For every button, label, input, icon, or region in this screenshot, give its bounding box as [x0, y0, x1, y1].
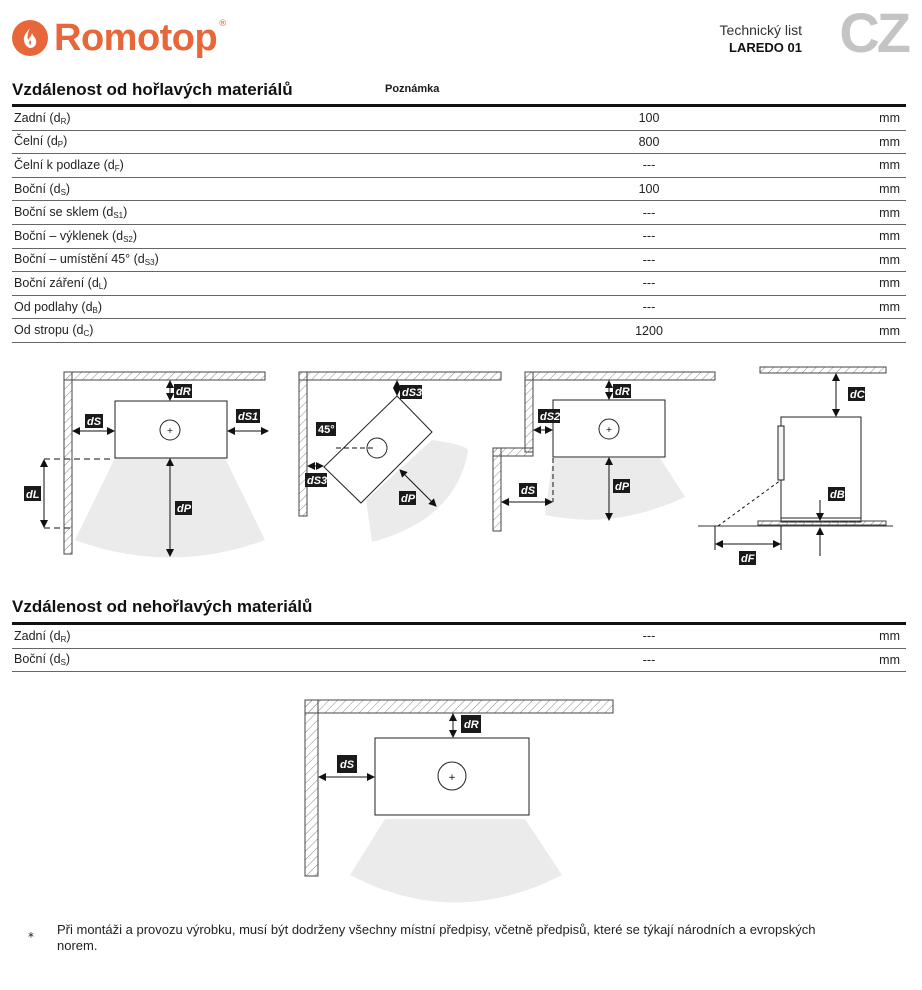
table-row — [12, 154, 906, 178]
label-dR: dR — [176, 386, 191, 398]
table-row — [12, 178, 906, 202]
row-unit: mm — [879, 134, 900, 149]
row-label: Zadní $(d_R)$ — [14, 628, 71, 644]
table-row — [12, 272, 906, 296]
combustible-table — [12, 104, 906, 343]
row-label: Boční se sklem $(d_{S1})$ — [14, 205, 128, 221]
label-dP-3: dP — [615, 481, 630, 493]
label-dL: dL — [26, 489, 40, 501]
svg-text:+: + — [448, 773, 456, 783]
row-label: Od podlahy $(d_B)$ — [14, 299, 103, 315]
row-label: Boční – umístění 45° $(d_{S3})$ — [14, 252, 159, 268]
label-dS3-2: dS3 — [307, 475, 328, 487]
label-angle: 45° — [318, 424, 335, 436]
row-unit: mm — [879, 158, 900, 173]
note-header: Poznámka — [385, 83, 440, 95]
row-value: --- — [642, 629, 656, 644]
row-label: Zadní $(d_R)$ — [14, 110, 71, 126]
row-unit: mm — [879, 652, 900, 667]
row-unit: mm — [879, 205, 900, 220]
table-row — [12, 225, 906, 249]
row-value: --- — [642, 276, 656, 291]
row-value: 100 — [638, 111, 660, 126]
table-row — [12, 131, 906, 155]
table-row — [12, 107, 906, 131]
label-dS3: dS3 — [402, 387, 423, 399]
combustible-diagrams — [0, 360, 922, 570]
label-dR-2: dR — [615, 386, 630, 398]
table-row — [12, 649, 906, 673]
label-dS: dS — [87, 416, 102, 428]
row-value: 1200 — [635, 323, 663, 338]
row-unit: mm — [879, 182, 900, 197]
non-combustible-diagram — [300, 695, 620, 910]
row-value: 800 — [638, 134, 660, 149]
row-label: Čelní $(d_P)$ — [14, 134, 68, 150]
row-value: --- — [642, 252, 656, 267]
row-unit: mm — [879, 323, 900, 338]
row-value: --- — [642, 229, 656, 244]
row-unit: mm — [879, 629, 900, 644]
registered-mark: ® — [218, 19, 228, 29]
table-row — [12, 249, 906, 273]
row-value: --- — [642, 158, 656, 173]
table-row — [12, 296, 906, 320]
row-value: --- — [642, 205, 656, 220]
label-dC: dC — [850, 389, 865, 401]
svg-text:+: + — [605, 425, 613, 434]
brand-name: Romotop — [54, 17, 218, 59]
language-code: CZ — [839, 1, 908, 64]
row-label: Čelní k podlaze $(d_F)$ — [14, 157, 124, 173]
table-row — [12, 319, 906, 343]
row-label: Od stropu $(d_C)$ — [14, 323, 94, 339]
label-dS-nc: dS — [340, 759, 355, 771]
row-label: Boční $(d_S)$ — [14, 181, 71, 197]
label-dP-2: dP — [401, 493, 416, 505]
table-row — [12, 625, 906, 649]
label-dP: dP — [177, 503, 192, 515]
row-label: Boční $(d_S)$ — [14, 652, 71, 668]
row-value: --- — [642, 652, 656, 667]
label-dS1: dS1 — [238, 411, 259, 423]
label-dR-nc: dR — [464, 719, 479, 731]
document-header — [720, 22, 802, 56]
row-label: Boční záření $(d_L)$ — [14, 275, 108, 291]
row-label: Boční – výklenek $(d_{S2})$ — [14, 228, 138, 244]
brand-logo — [12, 18, 227, 58]
diagram-niche — [493, 372, 715, 531]
row-value: --- — [642, 300, 656, 315]
row-unit: mm — [879, 276, 900, 291]
footnote-bullet: * — [28, 930, 34, 944]
doc-type: Technický list — [719, 22, 802, 38]
row-value: 100 — [638, 182, 660, 197]
non-combustible-title: Vzdálenost od nehořlavých materiálů — [12, 597, 313, 616]
label-dS2: dS2 — [540, 411, 561, 423]
footnote-text: Při montáži a provozu výrobku, musí být dodrženy všechny místní předpisy, včetně předpisů, které se týkají národních a evropských norem. — [57, 922, 816, 953]
row-unit: mm — [879, 252, 900, 267]
svg-text:+: + — [166, 426, 174, 435]
label-dB: dB — [830, 489, 845, 501]
flame-icon — [12, 20, 48, 56]
row-unit: mm — [879, 111, 900, 126]
diagram-standard — [44, 372, 268, 558]
combustible-title: Vzdálenost od hořlavých materiálů — [12, 80, 293, 99]
row-unit: mm — [879, 229, 900, 244]
row-unit: mm — [879, 300, 900, 315]
non-combustible-table — [12, 622, 906, 672]
label-dS-2: dS — [521, 485, 536, 497]
table-row — [12, 201, 906, 225]
label-dF: dF — [741, 553, 755, 565]
product-name: LAREDO 01 — [729, 40, 802, 55]
